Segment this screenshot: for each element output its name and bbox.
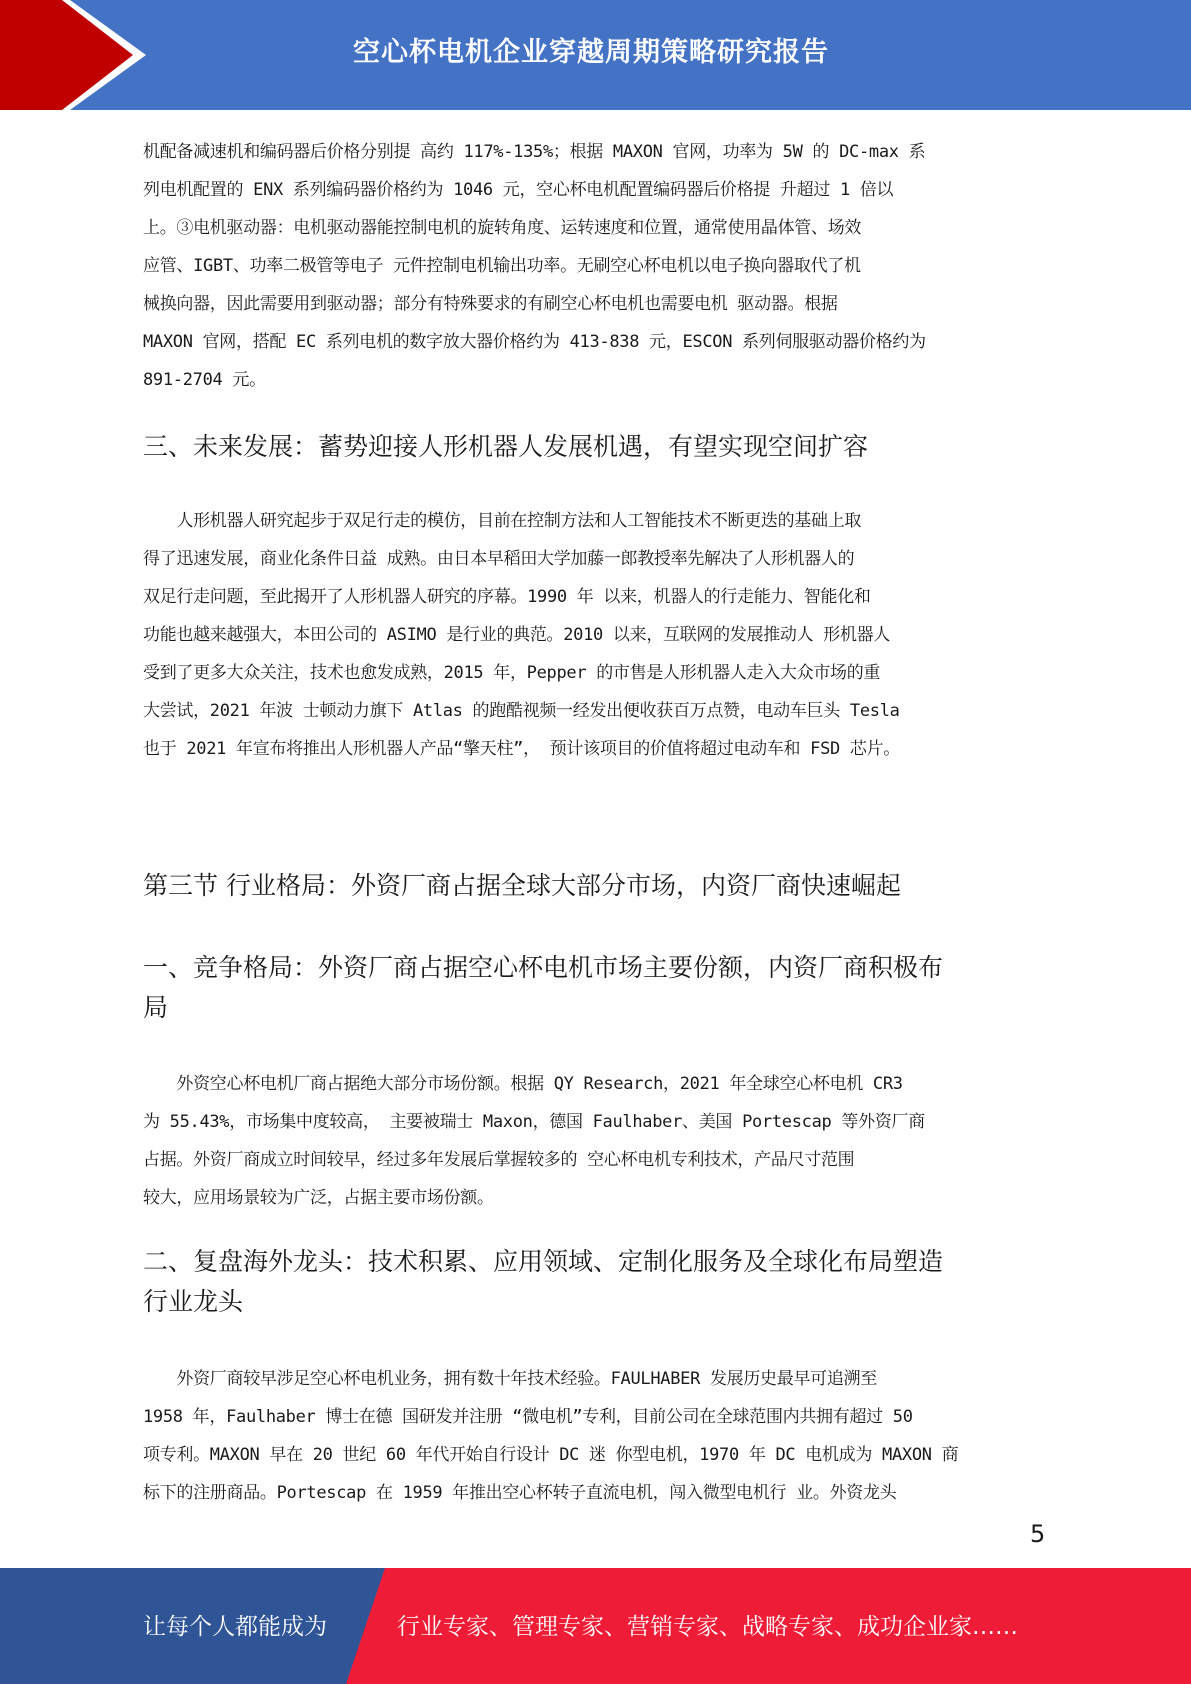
text-line: 应管、IGBT、功率二极管等电子 元件控制电机输出功率。无刷空心杯电机以电子换向器取代了机 <box>143 256 861 276</box>
heading-line: 一、竞争格局：外资厂商占据空心杯电机市场主要份额，内资厂商积极布 <box>143 953 944 982</box>
text-line: 功能也越来越强大，本田公司的 ASIMO 是行业的典范。2010 以来，互联网的发展推动人 形机器人 <box>143 625 891 645</box>
heading-line: 二、复盘海外龙头：技术积累、应用领域、定制化服务及全球化布局塑造 <box>143 1247 944 1276</box>
text-line: 双足行走问题，至此揭开了人形机器人研究的序幕。1990 年 以来，机器人的行走能力、智能化和 <box>143 587 871 607</box>
heading-overseas-leaders <box>143 1242 1053 1322</box>
text-line: 占据。外资厂商成立时间较早，经过多年发展后掌握较多的 空心杯电机专利技术，产品尺寸范围 <box>143 1150 855 1170</box>
heading-competition <box>143 948 1053 1028</box>
paragraph-3 <box>143 1065 1053 1217</box>
text-line: 外资空心杯电机厂商占据绝大部分市场份额。根据 QY Research，2021 年全球空心杯电机 CR3 <box>143 1074 903 1094</box>
footer-slogan-right: 行业专家、管理专家、营销专家、战略专家、成功企业家…… <box>397 1614 1018 1640</box>
text-line: 上。③电机驱动器：电机驱动器能控制电机的旋转角度、运转速度和位置，通常使用晶体管、场效 <box>143 218 862 238</box>
text-line: 项专利。MAXON 早在 20 世纪 60 年代开始自行设计 DC 迷 你型电机，1970 年 DC 电机成为 MAXON 商 <box>143 1445 959 1465</box>
text-line: 也于 2021 年宣布将推出人形机器人产品“擎天柱”， 预计该项目的价值将超过电动车和 FSD 芯片。 <box>143 739 900 759</box>
text-line: 人形机器人研究起步于双足行走的模仿，目前在控制方法和人工智能技术不断更迭的基础上取 <box>143 511 862 531</box>
page-footer <box>0 1568 1191 1684</box>
text-line: 外资厂商较早涉足空心杯电机业务，拥有数十年技术经验。FAULHABER 发展历史最早可追溯至 <box>143 1369 877 1389</box>
paragraph-2 <box>143 502 1053 768</box>
paragraph-1 <box>143 133 1053 399</box>
section-title: 第三节 行业格局：外资厂商占据全球大部分市场，内资厂商快速崛起 <box>143 871 901 900</box>
page-number: 5 <box>1030 1520 1046 1548</box>
text-line: 较大，应用场景较为广泛，占据主要市场份额。 <box>143 1188 494 1208</box>
paragraph-4 <box>143 1360 1053 1512</box>
text-line: MAXON 官网，搭配 EC 系列电机的数字放大器价格约为 413-838 元，ESCON 系列伺服驱动器价格约为 <box>143 332 926 352</box>
text-line: 标下的注册商品。Portescap 在 1959 年推出空心杯转子直流电机，闯入微型电机行 业。外资龙头 <box>143 1483 897 1503</box>
text-line: 列电机配置的 ENX 系列编码器价格约为 1046 元，空心杯电机配置编码器后价格提 升超过 1 倍以 <box>143 180 894 200</box>
text-line: 1958 年，Faulhaber 博士在德 国研发并注册 “微电机”专利，目前公司在全球范围内共拥有超过 50 <box>143 1407 913 1427</box>
report-title: 空心杯电机企业穿越周期策略研究报告 <box>353 37 829 68</box>
heading-line: 局 <box>143 993 169 1022</box>
text-line: 891-2704 元。 <box>143 370 266 390</box>
text-line: 为 55.43%，市场集中度较高， 主要被瑞士 Maxon，德国 Faulhaber、美国 Portescap 等外资厂商 <box>143 1112 925 1132</box>
heading-future-development: 三、未来发展：蓄势迎接人形机器人发展机遇，有望实现空间扩容 <box>143 432 869 461</box>
text-line: 械换向器，因此需要用到驱动器；部分有特殊要求的有刷空心杯电机也需要电机 驱动器。根据 <box>143 294 838 314</box>
chevron-decoration-icon <box>0 0 160 110</box>
footer-slogan-left: 让每个人都能成为 <box>143 1614 327 1640</box>
text-line: 大尝试，2021 年波 士顿动力旗下 Atlas 的跑酷视频一经发出便收获百万点赞，电动车巨头 Tesla <box>143 701 900 721</box>
text-line: 机配备减速机和编码器后价格分别提 高约 117%-135%；根据 MAXON 官网，功率为 5W 的 DC-max 系 <box>143 142 926 162</box>
text-line: 得了迅速发展，商业化条件日益 成熟。由日本早稻田大学加藤一郎教授率先解决了人形机器人的 <box>143 549 855 569</box>
page-header <box>0 0 1191 110</box>
heading-line: 行业龙头 <box>143 1287 244 1316</box>
text-line: 受到了更多大众关注，技术也愈发成熟，2015 年，Pepper 的市售是人形机器人走入大众市场的重 <box>143 663 881 683</box>
